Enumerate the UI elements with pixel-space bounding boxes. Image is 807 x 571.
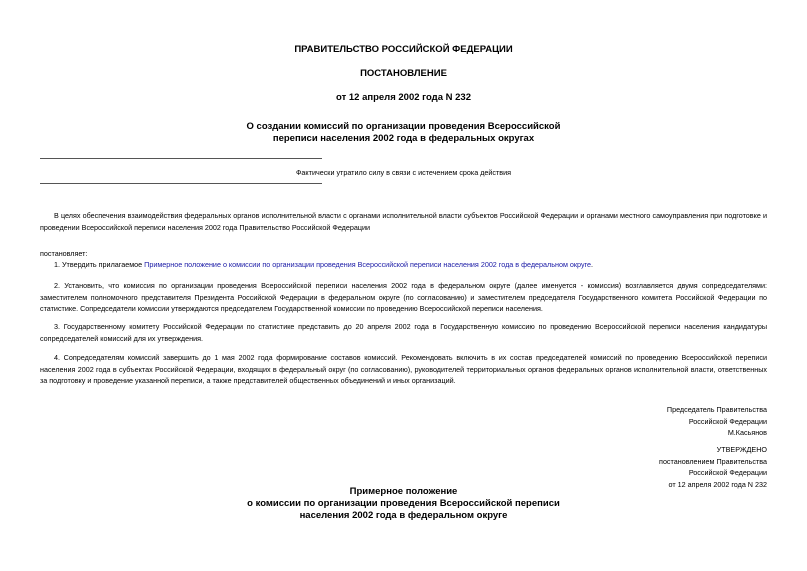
appendix-title-line-2: о комиссии по организации проведения Всероссийской переписи xyxy=(247,498,560,509)
signature-position: Председатель Правительства xyxy=(666,405,767,414)
government-heading: ПРАВИТЕЛЬСТВО РОССИЙСКОЙ ФЕДЕРАЦИИ xyxy=(294,44,513,55)
decrees-word: постановляет: xyxy=(40,249,88,258)
approval-by: постановлением Правительства xyxy=(659,456,767,466)
separator-bottom xyxy=(40,183,322,184)
item-1-paragraph xyxy=(40,259,767,271)
document-date-number: от 12 апреля 2002 года N 232 xyxy=(336,92,471,103)
status-note: Фактически утратило силу в связи с истечением срока действия xyxy=(295,168,512,177)
regulation-link[interactable]: Примерное положение о комиссии по организации проведения Всероссийской переписи населения 2002 года в федеральном округе xyxy=(144,260,592,269)
document-title-line-1: О создании комиссий по организации проведения Всероссийской xyxy=(246,121,561,132)
item-1-prefix: 1. Утвердить прилагаемое xyxy=(54,260,145,269)
document-type: ПОСТАНОВЛЕНИЕ xyxy=(360,68,447,79)
appendix-title xyxy=(40,486,767,522)
approval-heading: УТВЕРЖДЕНО xyxy=(716,445,767,454)
signature-block xyxy=(667,404,767,439)
approval-date: от 12 апреля 2002 года N 232 xyxy=(668,479,767,489)
approval-country: Российской Федерации xyxy=(688,468,767,477)
appendix-title-line-3: населения 2002 года в федеральном округе xyxy=(299,510,508,521)
item-2-paragraph: 2. Установить, что комиссия по организации проведения Всероссийской переписи населения 2002 года в федеральном округе (далее именуется - комиссия) возглавляется двумя сопредседателями: заместителем полномочного представителя Президента Российской Федерации в федеральном округе (по согласованию) и заместителем председателя Государственного комитета Российской Федерации по статистике. Сопредседатели комиссии утверждаются председателем Государственной комиссии по проведению Всероссийской переписи населения. xyxy=(40,281,767,313)
item-3-paragraph: 3. Государственному комитету Российской Федерации по статистике представить до 20 апреля 2002 года в Государственную комиссию по проведению Всероссийской переписи населения кандидатуры сопредседателей комиссий для их утверждения. xyxy=(40,322,767,343)
item-4-paragraph: 4. Сопредседателям комиссий завершить до 1 мая 2002 года формирование составов комиссий. Рекомендовать включить в их состав председателей комиссий по проведению Всероссийской переписи населения 2002 года в субъектах Российской Федерации, входящих в федеральный округ (по согласованию), руководителей территориальных органов федеральных органов исполнительной власти, ответственных за подготовку и проведение указанной переписи, а также представителей общественных объединений и иных организаций. xyxy=(40,353,767,385)
separator-top xyxy=(40,158,322,159)
signature-country: Российской Федерации xyxy=(688,416,767,426)
signature-name: М.Касьянов xyxy=(727,428,767,437)
appendix-title-line-1: Примерное положение xyxy=(349,486,458,497)
preamble-paragraph: В целях обеспечения взаимодействия федеральных органов исполнительной власти с органами исполнительной власти субъектов Российской Федерации и органами местного самоуправления при подготовке и проведении Всероссийской переписи населения 2002 года Правительство Российской Федерации xyxy=(40,211,767,232)
document-title-line-2: переписи населения 2002 года в федеральных округах xyxy=(272,133,535,144)
approval-block xyxy=(659,444,767,490)
item-1-suffix: . xyxy=(591,260,594,269)
